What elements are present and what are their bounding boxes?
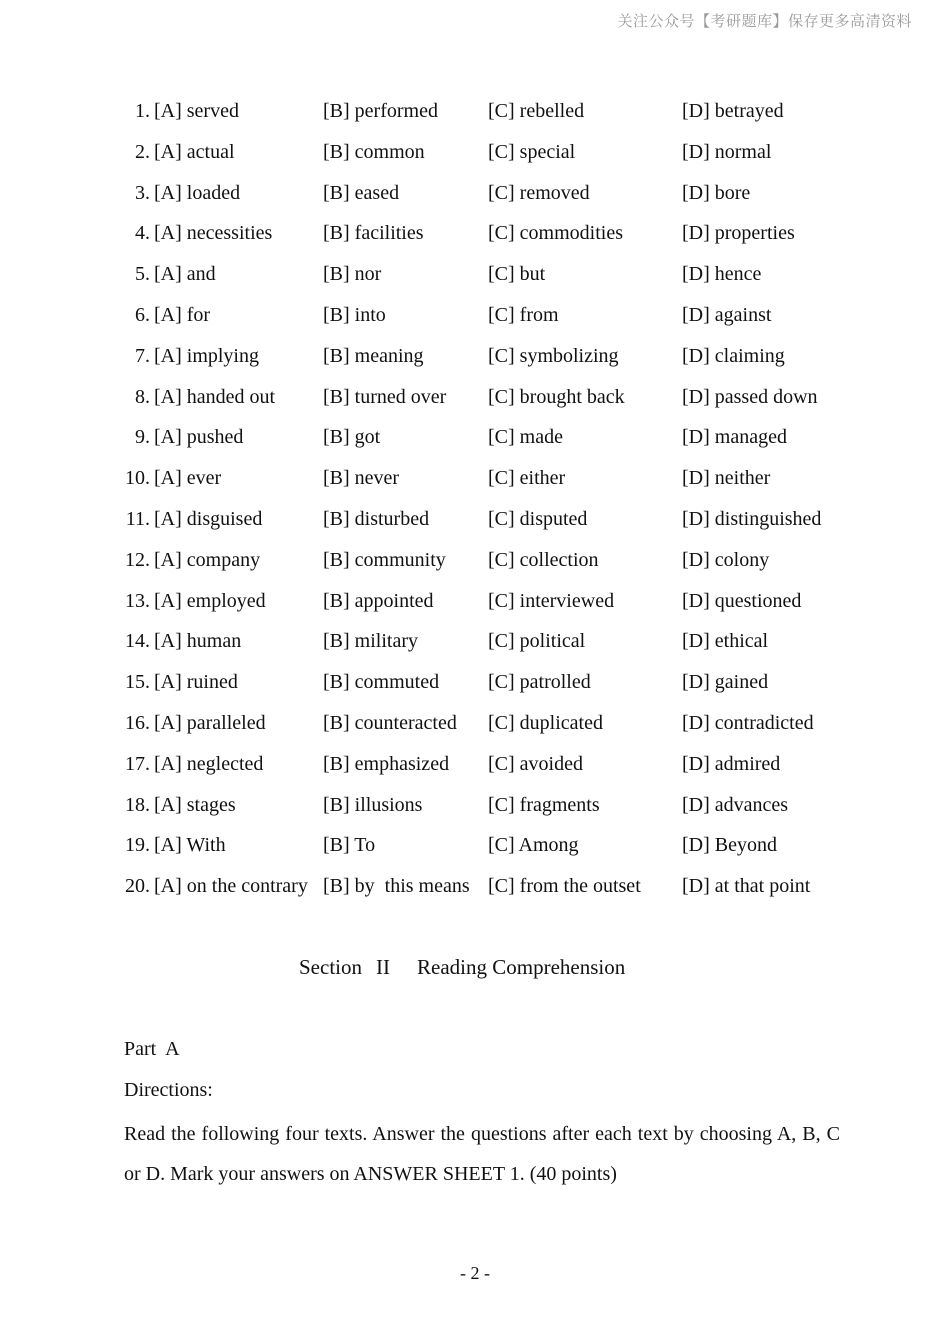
option-b: [B] facilities <box>323 222 424 245</box>
question-number: 20. <box>125 875 150 898</box>
question-row <box>0 254 950 295</box>
question-row <box>0 91 950 132</box>
section-numeral: II <box>376 955 390 979</box>
question-number: 7. <box>135 344 150 367</box>
option-a: [A] human <box>154 630 242 653</box>
option-a: [A] on the contrary <box>154 875 308 898</box>
question-number: 8. <box>135 385 150 408</box>
question-row <box>0 825 950 866</box>
option-b: [B] emphasized <box>323 752 450 775</box>
question-row <box>0 581 950 622</box>
question-row <box>0 458 950 499</box>
question-row <box>0 540 950 581</box>
question-row <box>0 132 950 173</box>
question-number: 19. <box>125 834 150 857</box>
question-number: 13. <box>125 589 150 612</box>
option-c: [C] political <box>488 630 586 653</box>
question-number: 2. <box>135 140 150 163</box>
question-number: 14. <box>125 630 150 653</box>
option-d: [D] passed down <box>682 385 818 408</box>
option-c: [C] fragments <box>488 793 600 816</box>
option-b: [B] illusions <box>323 793 423 816</box>
question-row <box>0 213 950 254</box>
option-b: [B] counteracted <box>323 711 457 734</box>
option-a: [A] loaded <box>154 181 241 204</box>
page-number: - 2 - <box>460 1263 490 1283</box>
option-c: [C] symbolizing <box>488 344 619 367</box>
directions-label: Directions: <box>124 1079 213 1101</box>
question-row <box>0 703 950 744</box>
option-d: [D] betrayed <box>682 100 784 122</box>
option-d: [D] claiming <box>682 344 785 367</box>
option-a: [A] employed <box>154 589 266 612</box>
option-d: [D] bore <box>682 181 751 204</box>
option-d: [D] against <box>682 303 772 326</box>
option-a: [A] handed out <box>154 385 276 408</box>
option-d: [D] at that point <box>682 875 811 898</box>
option-b: [B] eased <box>323 181 400 204</box>
option-b: [B] meaning <box>323 344 424 367</box>
option-d: [D] advances <box>682 793 789 816</box>
question-number: 12. <box>125 548 150 571</box>
option-a: [A] served <box>154 100 239 122</box>
option-a: [A] ruined <box>154 671 238 694</box>
options-list <box>0 91 950 907</box>
option-d: [D] properties <box>682 222 795 245</box>
option-b: [B] disturbed <box>323 507 430 530</box>
option-c: [C] either <box>488 467 566 490</box>
question-number: 9. <box>135 426 150 449</box>
question-number: 17. <box>125 752 150 775</box>
question-row <box>0 377 950 418</box>
option-a: [A] and <box>154 263 216 286</box>
question-number: 1. <box>135 100 150 122</box>
question-row <box>0 785 950 826</box>
option-b: [B] never <box>323 467 400 490</box>
option-d: [D] neither <box>682 467 771 490</box>
option-c: [C] brought back <box>488 385 625 408</box>
option-c: [C] from <box>488 303 559 326</box>
question-number: 6. <box>135 303 150 326</box>
question-number: 18. <box>125 793 150 816</box>
option-c: [C] avoided <box>488 752 583 775</box>
option-b: [B] performed <box>323 100 438 122</box>
option-b: [B] got <box>323 426 381 449</box>
option-d: [D] distinguished <box>682 507 822 530</box>
question-row <box>0 662 950 703</box>
option-c: [C] from the outset <box>488 875 641 898</box>
question-row <box>0 621 950 662</box>
question-row <box>0 295 950 336</box>
option-a: [A] With <box>154 834 226 857</box>
question-row <box>0 417 950 458</box>
option-a: [A] necessities <box>154 222 273 245</box>
option-d: [D] managed <box>682 426 787 449</box>
option-a: [A] implying <box>154 344 259 367</box>
question-number: 16. <box>125 711 150 734</box>
option-b: [B] To <box>323 834 376 857</box>
option-d: [D] contradicted <box>682 711 814 734</box>
option-a: [A] neglected <box>154 752 264 775</box>
question-row <box>0 866 950 907</box>
option-a: [A] actual <box>154 140 235 163</box>
option-b: [B] community <box>323 548 446 571</box>
option-a: [A] disguised <box>154 507 263 530</box>
option-a: [A] ever <box>154 467 222 490</box>
option-c: [C] made <box>488 426 563 449</box>
option-c: [C] removed <box>488 181 590 204</box>
option-d: [D] gained <box>682 671 769 694</box>
option-d: [D] hence <box>682 263 762 286</box>
part-heading: Part A <box>124 1038 180 1060</box>
option-b: [B] appointed <box>323 589 434 612</box>
option-c: [C] duplicated <box>488 711 603 734</box>
question-row <box>0 173 950 214</box>
option-a: [A] company <box>154 548 261 571</box>
question-number: 5. <box>135 263 150 286</box>
option-a: [A] for <box>154 303 211 326</box>
option-c: [C] commodities <box>488 222 623 245</box>
question-row <box>0 499 950 540</box>
option-d: [D] Beyond <box>682 834 777 857</box>
question-number: 4. <box>135 222 150 245</box>
option-c: [C] interviewed <box>488 589 615 612</box>
option-c: [C] but <box>488 263 546 286</box>
option-d: [D] normal <box>682 140 772 163</box>
option-b: [B] common <box>323 140 425 163</box>
question-number: 3. <box>135 181 150 204</box>
section-label: Section <box>299 955 362 979</box>
option-c: [C] special <box>488 140 576 163</box>
option-c: [C] collection <box>488 548 599 571</box>
option-b: [B] turned over <box>323 385 447 408</box>
question-number: 11. <box>125 507 150 530</box>
question-row <box>0 336 950 377</box>
question-number: 15. <box>125 671 150 694</box>
option-a: [A] paralleled <box>154 711 266 734</box>
option-a: [A] pushed <box>154 426 244 449</box>
option-d: [D] colony <box>682 548 770 571</box>
option-b: [B] into <box>323 303 386 326</box>
option-c: [C] Among <box>488 834 579 857</box>
watermark: 关注公众号【考研题库】保存更多高清资料 <box>617 12 912 30</box>
directions-text: Read the following four texts. Answer the questions after each text by choosing A, B, C or D. Mark your answers on ANSWER SHEET 1. (40 points) <box>124 1123 840 1185</box>
option-d: [D] admired <box>682 752 781 775</box>
option-d: [D] ethical <box>682 630 769 653</box>
option-c: [C] disputed <box>488 507 588 530</box>
option-b: [B] commuted <box>323 671 440 694</box>
section-title: Reading Comprehension <box>417 955 626 979</box>
option-b: [B] military <box>323 630 418 653</box>
option-b: [B] by this means <box>323 875 470 898</box>
option-d: [D] questioned <box>682 589 802 612</box>
question-row <box>0 744 950 785</box>
option-b: [B] nor <box>323 263 382 286</box>
option-a: [A] stages <box>154 793 236 816</box>
question-number: 10. <box>125 467 150 490</box>
option-c: [C] patrolled <box>488 671 591 694</box>
option-c: [C] rebelled <box>488 100 585 122</box>
